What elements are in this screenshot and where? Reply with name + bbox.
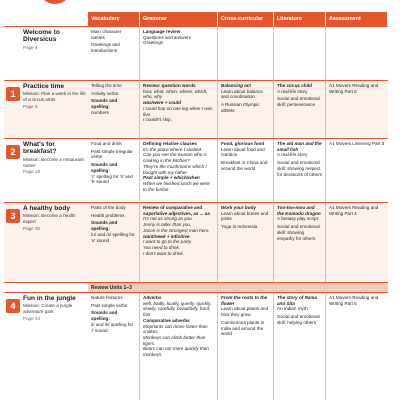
unit-number-badge: 2 <box>6 145 20 159</box>
review-units-bar[interactable]: Review Units 1–3 <box>88 282 388 292</box>
unit-1[interactable]: 1 Practice time Mission: Plan a week in the life of a circus artist Page 6 <box>4 80 88 138</box>
brand-logo <box>38 0 72 4</box>
unit-3-vocabulary: Parts of the body Health problems Sounds and spelling: /u/ and /ʌ/ spelling for 'u' sound <box>88 202 140 282</box>
unit-number-badge: 4 <box>6 299 20 313</box>
welcome-cross <box>218 26 274 80</box>
unit-title: Welcome to Diversicus <box>23 29 60 44</box>
unit-welcome[interactable] <box>4 26 88 80</box>
unit-3-literature: Too-too-moo and the Komodo dragon A fantasy play script Social and emotional skill: showing empathy for others <box>274 202 326 282</box>
header-spacer <box>4 12 88 26</box>
unit-2-literature: The old man and the small fish A real-life story Social and emotional skill: showing respect for decisions of others <box>274 138 326 202</box>
unit-3-cross: Work your body Learn about bones and joints Yoga in Indonesia <box>218 202 274 282</box>
unit-3-assessment: A1 Movers Reading and Writing Part 4 <box>326 202 388 282</box>
unit-1-assessment: A1 Movers Reading and Writing Part 6 <box>326 80 388 138</box>
unit-3-grammar: Review of comparative and superlative adjectives, as ... as I'm not as strong as you. Jenny is taller than you. Jason is the strongest man here. want/need + infinitive I want to go to the party. You need to drink. I don't want to drink. <box>140 202 218 282</box>
unit-4[interactable]: 4 Fun in the jungle Mission: Create a jungle adventure park Page 44 <box>4 292 88 400</box>
unit-page: Page 4 <box>23 44 38 50</box>
welcome-grammar: Language review Questions and answers Greetings <box>140 26 218 80</box>
header-literature: Literature <box>274 12 326 26</box>
welcome-vocabulary: Main character names Greetings and introductions <box>88 26 140 80</box>
header-cross-curricular: Cross-curricular <box>218 12 274 26</box>
unit-4-cross: From the roots to the flower Learn about plants and how they grow Carnivorous plants in India and around the world <box>218 292 274 400</box>
unit-4-literature: The story of Rama and Sita An Indian myth Social and emotional skill: helping others <box>274 292 326 400</box>
review-spacer <box>4 282 88 292</box>
unit-2-vocabulary: Food and drink Past simple irregular verbs Sounds and spelling: 'c' spelling for 's' and 'k' sound <box>88 138 140 202</box>
unit-3[interactable]: 3 A healthy body Mission: Become a health expert Page 30 <box>4 202 88 282</box>
unit-2-grammar: Defining relative clauses It's the place where I studied. Can you see the woman who is cooking in the kitchen? They're the mushrooms which I bought with my father. Past simple + which/when When we finished lunch we went to the funfair. <box>140 138 218 202</box>
header-assessment: Assessment <box>326 12 388 26</box>
unit-1-cross: Balancing act Learn about balance and coordination A Russian Olympic athlete <box>218 80 274 138</box>
welcome-literature <box>274 26 326 80</box>
unit-2[interactable]: 2 What's for breakfast? Mission: Become a restaurant owner Page 18 <box>4 138 88 202</box>
unit-4-assessment: A1 Movers Reading and Writing Part 5 <box>326 292 388 400</box>
unit-4-vocabulary: Nature features Past simple verbs Sounds and spelling: /i/ and /k/ spelling for 'i' sound <box>88 292 140 400</box>
contents-table <box>4 12 400 400</box>
unit-1-grammar: Review: question words how, what, when, where, which, who, why was/were + could I could hop on one leg when I was five. I couldn't skip. <box>140 80 218 138</box>
header-grammar: Grammar <box>140 12 218 26</box>
unit-2-assessment: A1 Movers Listening Part 3 <box>326 138 388 202</box>
unit-1-literature: The circus child A real-life story Social and emotional skill: perseverance <box>274 80 326 138</box>
welcome-assessment <box>326 26 388 80</box>
unit-number-badge: 1 <box>6 87 20 101</box>
unit-2-cross: Food, glorious food Learn about food and nutrition Breakfast in China and around the world <box>218 138 274 202</box>
unit-number-badge: 3 <box>6 209 20 223</box>
unit-4-grammar: Adverbs well, badly, loudly, quietly, quickly, slowly, carefully, beautifully, hard, fast Comparative adverbs Elephants can move faster than snakes. Monkeys can climb better than tigers. Bears can run more quickly than monkeys. <box>140 292 218 400</box>
header-vocabulary: Vocabulary <box>88 12 140 26</box>
unit-1-vocabulary: Telling the time Activity verbs Sounds and spelling: numbers <box>88 80 140 138</box>
